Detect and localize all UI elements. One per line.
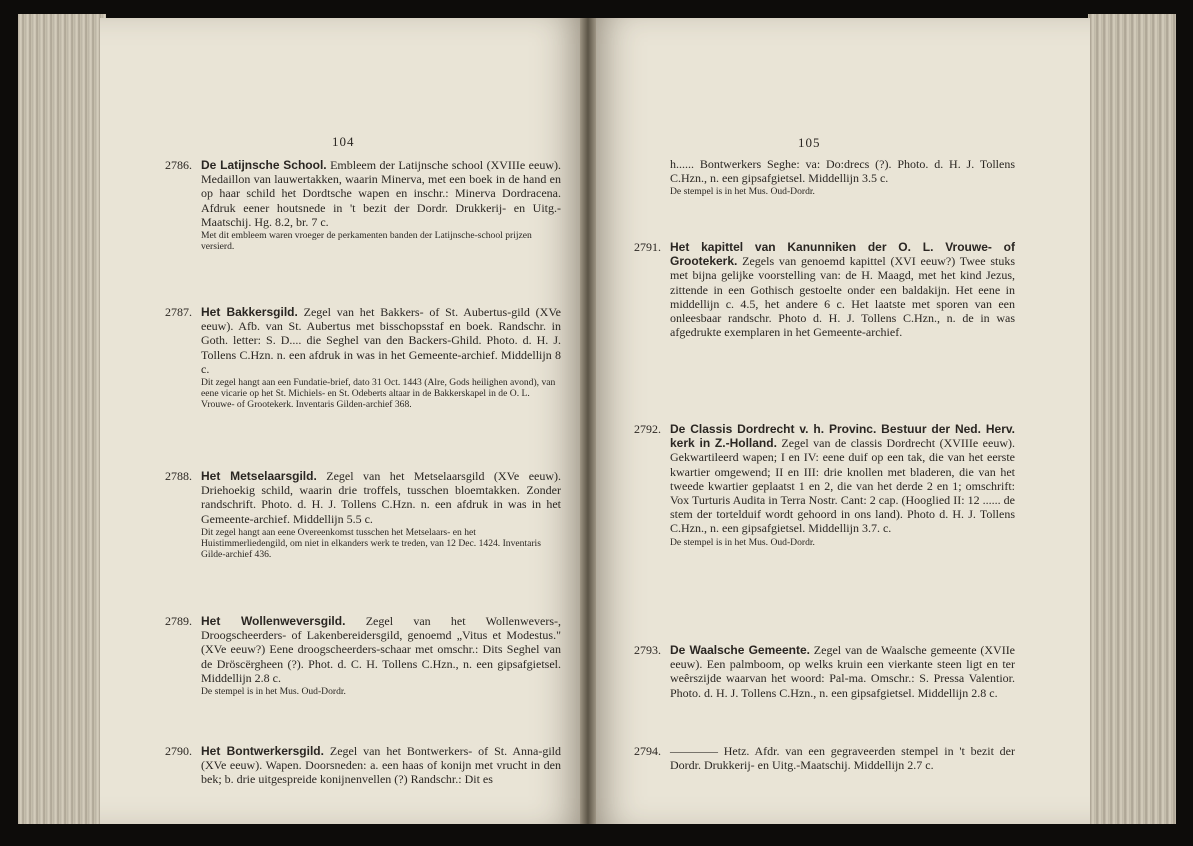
entry-number: 2792. [634,422,661,436]
entry-title: Het Bontwerkersgild. [201,744,324,758]
entry-text: Zegels van genoemd kapittel (XVI eeuw?) Twee stuks met bijna gelijke voorstelling van: de H. Maagd, met het kind Jezus, zittende in een Gothisch gestoelte onder een baldakijn. Het eene in middellijn c. 4.5, het andere 6 c. Het laatste met sporen van een onleesbaar randschr. Photo d. H. J. Tollens C.Hzn., n. de in was afgedrukte exemplaren in het Gemeente-archief. [670,254,1015,340]
book-gutter [580,18,596,824]
entry-number: 2791. [634,240,661,254]
entry-text: Embleem der Latijnsche school (XVIIIe eeuw). Medaillon van lauwertakken, waarin Minerva, met een boek in de hand en op haar schild het Dordtsche wapen en inschr.: Minerva Dordracena. Afdruk eener houtsnede in 't bezit der Dordr. Drukkerij- en Uitg.-Maatschij. Hg. 8.2, br. 7 c. [201,158,561,229]
entry-continued [670,157,1015,197]
entry [634,744,1015,773]
entry [634,240,1015,340]
right-page [590,18,1090,824]
entry [165,469,562,560]
entry-title: De Classis Dordrecht v. h. Provinc. Bestuur der Ned. Herv. kerk in Z.-Holland. [670,422,1015,451]
page-edges-right [1088,14,1176,824]
entry-text: Zegel van het Bakkers- of St. Aubertus-gild (XVe eeuw). Afb. van St. Aubertus met bisschopsstaf en boek. Randschr. in Goth. letter: S. D.... die Seghel van den Backers-Ghild. Photo. d. H. J. Tollens C.Hzn. n. een afdruk in was in het Gemeente-archief. Middellijn 8 c. [201,305,561,376]
entry-title: Het Wollenweversgild. [201,614,346,628]
entry-text: Zegel van het Metselaarsgild (XVe eeuw). Driehoekig schild, waarin drie troffels, tusschen bloemtakken. Zonder randschrift. Photo. d. H. J. Tollens C.Hzn. n. een afdruk in was in het Gemeente-archief. Middellijn 5.5 c. [201,469,562,526]
entry-title: Het Bakkersgild. [201,305,298,319]
page-number: 105 [798,135,821,150]
entry [165,158,561,253]
entry-number: 2790. [165,744,192,758]
entry-number: 2788. [165,469,192,483]
entry-title: Het Metselaarsgild. [201,469,317,483]
entry-note: Dit zegel hangt aan een Fundatie-brief, dato 31 Oct. 1443 (Alre, Gods heilighen avond), van eene vicarie op het St. Michiels- en St. Odeberts altaar in de Bakkerskapel in de O. L. Vrouwe- of Grootekerk. Inventaris Gilden-archief 368. [201,377,556,411]
entry-note: Dit zegel hangt aan eene Overeenkomst tusschen het Metselaars- en het Huistimmerliedengild, om niet in elkanders werk te treden, van 12 Dec. 1424. Inventaris Gilde-archief 436. [201,526,541,560]
entry-text: Zegel van de Waalsche gemeente (XVIIe eeuw). Een palmboom, op welks kruin een vierkante steen ligt en ter weêrszijde waarvan het woord: Pal-ma. Omschr.: S. Pressa Valentior. Photo. d. H. J. Tollens C.Hzn., n. een gipsafgietsel. Middellijn 2.8 c. [670,643,1016,700]
entry-title: ———— [670,744,718,758]
entry-number: 2793. [634,643,661,657]
page-edges-left [18,14,106,824]
entry-note: De stempel is in het Mus. Oud-Dordr. [670,186,815,198]
entry-text: Zegel van de classis Dordrecht (XVIIIe eeuw). Gekwartileerd wapen; I en IV: eene duif op een tak, die van het eerste kwartier omgewend; II en III: drie knollen met bladeren, die van het tweede kwartier geplaatst 1 en 2, die van het derde 2 en 1; omschrift: Vox Turturis Audita in Terra Nostr. Cant: 2 cap. (Hooglied II: 12 ...... de stem der tortelduif wordt gehoord in ons land). Photo d. H. J. Tollens C.Hzn., n. een gipsafgietsel. Middellijn 3.7. c. [670,436,1015,536]
entry [165,614,561,698]
left-page [100,18,586,824]
entry-text: Zegel van het Bontwerkers- of St. Anna-gild (XVe eeuw). Wapen. Doorsneden: a. een haas of konijn met vrucht in den bek; b. drie uitgespreide konijnenvellen (?) Randschr.: Dit es [201,744,561,787]
entry-number: 2787. [165,305,192,319]
entry [165,744,561,787]
entry-number: 2794. [634,744,661,758]
entry [634,422,1015,548]
entry-number: 2786. [165,158,192,172]
entry [165,305,561,411]
entry-text: h...... Bontwerkers Seghe: va: Do:drecs (?). Photo. d. H. J. Tollens C.Hzn., n. een gipsafgietsel. Middellijn 3.5 c. [670,157,1015,186]
page-number: 104 [332,134,355,149]
entry-number: 2789. [165,614,192,628]
entry-title: De Latijnsche School. [201,158,327,172]
entry-note: De stempel is in het Mus. Oud-Dordr. [201,686,346,698]
entry-text: Hetz. Afdr. van een gegraveerden stempel in 't bezit der Dordr. Drukkerij- en Uitg.-Maatschij. Middellijn 2.7 c. [670,744,1015,773]
entry-note: Met dit embleem waren vroeger de perkamenten banden der Latijnsche-school prijzen versierd. [201,230,532,253]
entry [634,643,1016,700]
entry-text: Zegel van het Wollenwevers-, Droogscheerders- of Lakenbereidersgild, genoemd „Vitus et Modestus." (XVe eeuw?) Eene droogscheerders-schaar met omschr.: Dits Seghel van de Dröscërgheen (?). Phot. d. C. H. Tollens C.Hzn., n. een gipsafgietsel. Middellijn 2.8 c. [201,614,561,685]
entry-note: De stempel is in het Mus. Oud-Dordr. [670,536,815,548]
entry-title: Het kapittel van Kanunniken der O. L. Vrouwe- of Grootekerk. [670,240,1015,269]
entry-title: De Waalsche Gemeente. [670,643,810,657]
